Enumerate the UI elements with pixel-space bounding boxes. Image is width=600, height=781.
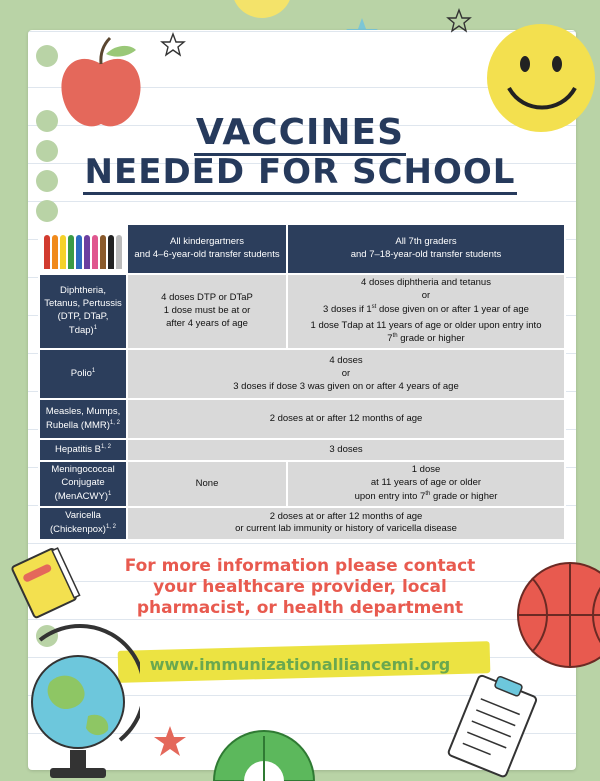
- contact-info: For more information please contact your healthcare provider, local pharmacist, or health department: [124, 556, 476, 618]
- sun-circle-icon: [232, 0, 292, 18]
- table-row: [39, 399, 565, 439]
- mmr-doses: 2 doses at or after 12 months of age: [127, 399, 565, 439]
- star-outline-icon: [446, 8, 472, 34]
- globe-icon: [10, 620, 140, 781]
- hepatitis-b-doses: 3 doses: [127, 439, 565, 461]
- book-icon: [6, 540, 86, 620]
- vaccine-name-menacwy: Meningococcal Conjugate (MenACWY)$^1$: [39, 461, 127, 507]
- protractor-icon: [204, 710, 324, 781]
- seventh-grade-column-header: All 7th graders and 7–18-year-old transfer students: [287, 224, 565, 274]
- polio-doses: 4 doses or 3 doses if dose 3 was given on or after 4 years of age: [127, 349, 565, 399]
- vaccine-name-hepatitis-b: Hepatitis B$^{1, 2}$: [39, 439, 127, 461]
- binder-hole: [36, 45, 58, 67]
- basketball-icon: [508, 560, 600, 670]
- website-link[interactable]: www.immunizationalliancemi.org: [149, 655, 451, 674]
- vaccine-name-mmr: Measles, Mumps, Rubella (MMR)$^{1, 2}$: [39, 399, 127, 439]
- varicella-doses: 2 doses at or after 12 months of age or current lab immunity or history of varicella disease: [127, 507, 565, 540]
- crayons-header-cell: [39, 224, 127, 274]
- table-row: [39, 461, 565, 507]
- menacwy-seventh-grade-doses: 1 dose at 11 years of age or older upon entry into 7th grade or higher: [287, 461, 565, 507]
- clipboard-icon: [440, 670, 550, 781]
- table-row: [39, 439, 565, 461]
- kindergarten-column-header: All kindergartners and 4–6-year-old transfer students: [127, 224, 287, 274]
- menacwy-kindergarten-doses: None: [127, 461, 287, 507]
- page-title-line1: VACCINES: [0, 112, 600, 153]
- vaccine-name-dtap: Diphtheria, Tetanus, Pertussis (DTP, DTaP, Tdap)$^1$: [39, 274, 127, 349]
- star-icon: [152, 724, 188, 760]
- dtap-seventh-grade-doses: 4 doses diphtheria and tetanus or 3 doses if 1st dose given on or after 1 year of age 1 dose Tdap at 11 years of age or older upon entry into 7th grade or higher: [287, 274, 565, 349]
- star-outline-icon: [160, 32, 186, 58]
- vaccine-name-varicella: Varicella (Chickenpox)$^{1, 2}$: [39, 507, 127, 540]
- page-title-line2: NEEDED FOR SCHOOL: [0, 152, 600, 192]
- vaccine-name-polio: Polio$^1$: [39, 349, 127, 399]
- dtap-kindergarten-doses: 4 doses DTP or DTaP 1 dose must be at or after 4 years of age: [127, 274, 287, 349]
- crayons-icon: [43, 229, 123, 269]
- binder-hole: [36, 200, 58, 222]
- table-header-row: [39, 224, 565, 274]
- table-row: [39, 507, 565, 540]
- vaccine-table: [38, 223, 566, 541]
- table-row: [39, 349, 565, 399]
- table-row: [39, 274, 565, 349]
